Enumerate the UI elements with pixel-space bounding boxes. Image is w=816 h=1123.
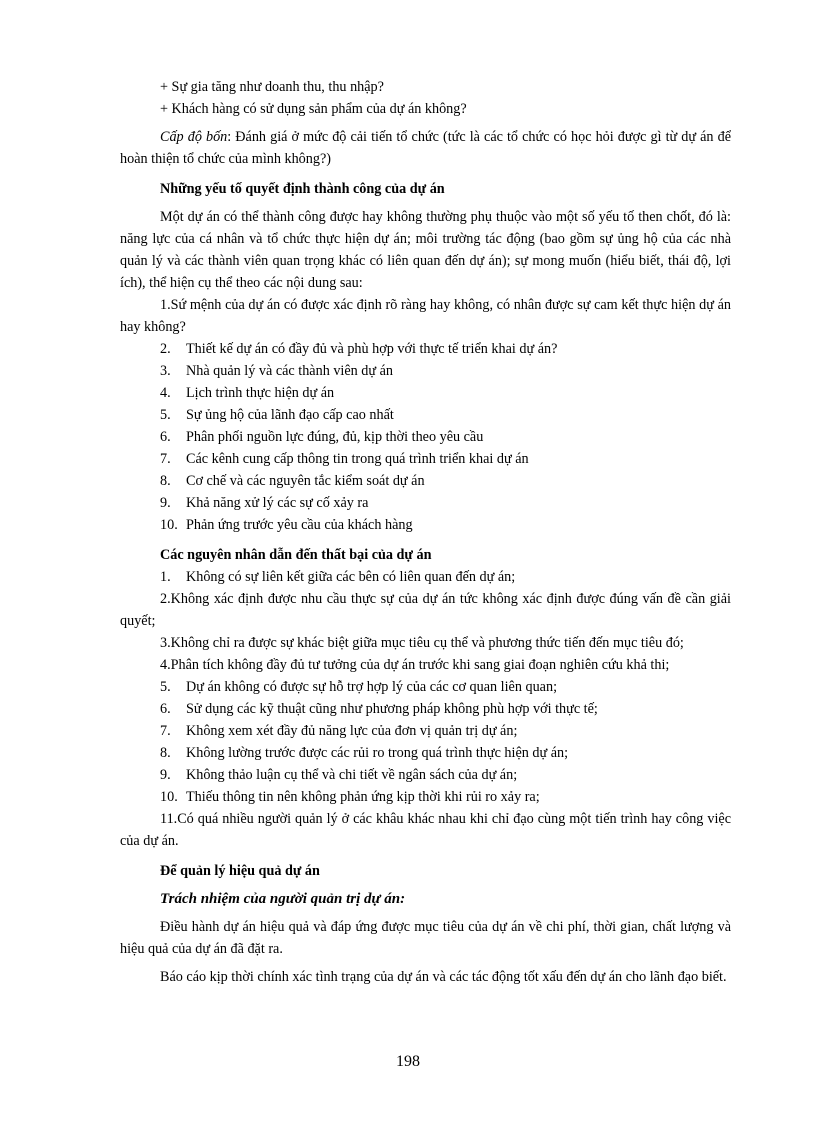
responsibility-paragraph-1: Điều hành dự án hiệu quả và đáp ứng được mục tiêu của dự án về chi phí, thời gian, chất lượng và hiệu quả của dự án đã đặt ra.: [120, 919, 731, 957]
level-four-label: Cấp độ bốn: [160, 129, 228, 145]
list-item: [120, 470, 731, 492]
list-item: [120, 698, 731, 720]
list-number: 2.: [160, 591, 171, 607]
list-number: 4.: [160, 385, 171, 401]
list-number: 1.: [160, 569, 171, 585]
level-four-paragraph: [120, 126, 731, 170]
failure-list: [120, 566, 731, 852]
list-number: 3.: [160, 635, 171, 651]
list-number: 6.: [160, 701, 171, 717]
list-text: Sự ủng hộ của lãnh đạo cấp cao nhất: [186, 407, 394, 423]
manager-responsibility-subheading: Trách nhiệm của người quản trị dự án:: [160, 891, 406, 907]
list-item: [120, 566, 731, 588]
list-text: Dự án không có được sự hỗ trợ hợp lý của các cơ quan liên quan;: [186, 679, 558, 695]
list-number: 11.: [160, 811, 178, 827]
list-number: 7.: [160, 723, 171, 739]
list-item: [120, 588, 731, 632]
document-page: [120, 76, 731, 988]
list-text: Không có sự liên kết giữa các bên có liên quan đến dự án;: [186, 569, 516, 585]
list-number: 2.: [160, 341, 171, 357]
list-item: [120, 360, 731, 382]
list-text: Không thảo luận cụ thể và chi tiết về ngân sách của dự án;: [186, 767, 518, 783]
list-number: 8.: [160, 745, 171, 761]
list-item: [120, 808, 731, 852]
list-text: Phân phối nguồn lực đúng, đủ, kịp thời theo yêu cầu: [186, 429, 484, 445]
list-item: [120, 742, 731, 764]
list-item: [120, 514, 731, 536]
plus-item-customer: + Khách hàng có sử dụng sản phẩm của dự án không?: [160, 101, 467, 117]
list-number: 10.: [160, 789, 178, 805]
list-item: [120, 448, 731, 470]
list-number: 5.: [160, 679, 171, 695]
list-text: Phân tích không đầy đủ tư tưởng của dự án trước khi sang giai đoạn nghiên cứu khả thi;: [170, 657, 670, 673]
list-item: [120, 654, 731, 676]
list-number: 3.: [160, 363, 171, 379]
list-number: 1.: [160, 297, 171, 313]
list-text: Không xem xét đầy đủ năng lực của đơn vị quản trị dự án;: [186, 723, 518, 739]
list-item: [120, 492, 731, 514]
list-text: Thiếu thông tin nên không phản ứng kịp thời khi rủi ro xảy ra;: [186, 789, 540, 805]
list-number: 7.: [160, 451, 171, 467]
list-text: Các kênh cung cấp thông tin trong quá trình triển khai dự án: [186, 451, 529, 467]
list-text: Sử dụng các kỹ thuật cũng như phương pháp không phù hợp với thực tế;: [186, 701, 598, 717]
list-item: [120, 786, 731, 808]
list-number: 8.: [160, 473, 171, 489]
list-text: Lịch trình thực hiện dự án: [186, 385, 335, 401]
list-text: Khả năng xử lý các sự cố xảy ra: [186, 495, 369, 511]
success-paragraph: Một dự án có thể thành công được hay không thường phụ thuộc vào một số yếu tố then chốt, đó là: năng lực của cá nhân và tổ chức thực hiện dự án; môi trường tác động (bao gồm sự ủng hộ của các nhà quản lý và các thành viên quan trọng khác có liên quan đến dự án); sự mong muốn (hiểu biết, thái độ, lợi ích), thể hiện cụ thể theo các nội dung sau:: [120, 209, 731, 291]
list-text: Nhà quản lý và các thành viên dự án: [186, 363, 394, 379]
responsibility-paragraph-2: Báo cáo kịp thời chính xác tình trạng của dự án và các tác động tốt xấu đến dự án cho lãnh đạo biết.: [160, 969, 727, 985]
list-text: Cơ chế và các nguyên tắc kiểm soát dự án: [186, 473, 425, 489]
list-text: Không lường trước được các rủi ro trong quá trình thực hiện dự án;: [186, 745, 569, 761]
list-text: Không xác định được nhu cầu thực sự của dự án tức không xác định được đúng vấn đề cần giải quyết;: [120, 591, 731, 629]
list-text: Có quá nhiều người quản lý ở các khâu khác nhau khi chỉ đạo cùng một tiến trình hay công việc của dự án.: [120, 811, 731, 849]
list-number: 10.: [160, 517, 178, 533]
list-item: [120, 338, 731, 360]
list-number: 9.: [160, 495, 171, 511]
list-item: [120, 720, 731, 742]
list-item: [120, 764, 731, 786]
plus-item-revenue: + Sự gia tăng như doanh thu, thu nhập?: [160, 79, 384, 95]
list-text: Không chỉ ra được sự khác biệt giữa mục tiêu cụ thể và phương thức tiến đến mục tiêu đó;: [170, 635, 684, 651]
success-heading: Những yếu tố quyết định thành công của dự án: [160, 181, 445, 197]
level-four-text: : Đánh giá ở mức độ cải tiến tổ chức (tức là các tổ chức có học hỏi được gì từ dự án để hoàn thiện tổ chức của mình không?): [120, 129, 731, 167]
list-number: 9.: [160, 767, 171, 783]
list-item: [120, 632, 731, 654]
list-item: [120, 382, 731, 404]
list-item: [120, 294, 731, 338]
list-number: 6.: [160, 429, 171, 445]
success-list: [120, 294, 731, 536]
list-text: Thiết kế dự án có đầy đủ và phù hợp với thực tế triển khai dự án?: [186, 341, 558, 357]
list-item: [120, 426, 731, 448]
list-item: [120, 676, 731, 698]
list-number: 5.: [160, 407, 171, 423]
list-text: Phản ứng trước yêu cầu của khách hàng: [186, 517, 413, 533]
list-number: 4.: [160, 657, 171, 673]
failure-heading: Các nguyên nhân dẫn đến thất bại của dự án: [160, 547, 432, 563]
effective-heading: Để quản lý hiệu quả dự án: [160, 863, 320, 879]
list-item: [120, 404, 731, 426]
page-number: 198: [396, 1053, 420, 1070]
list-text: Sứ mệnh của dự án có được xác định rõ ràng hay không, có nhân được sự cam kết thực hiện dự án hay không?: [120, 297, 731, 335]
